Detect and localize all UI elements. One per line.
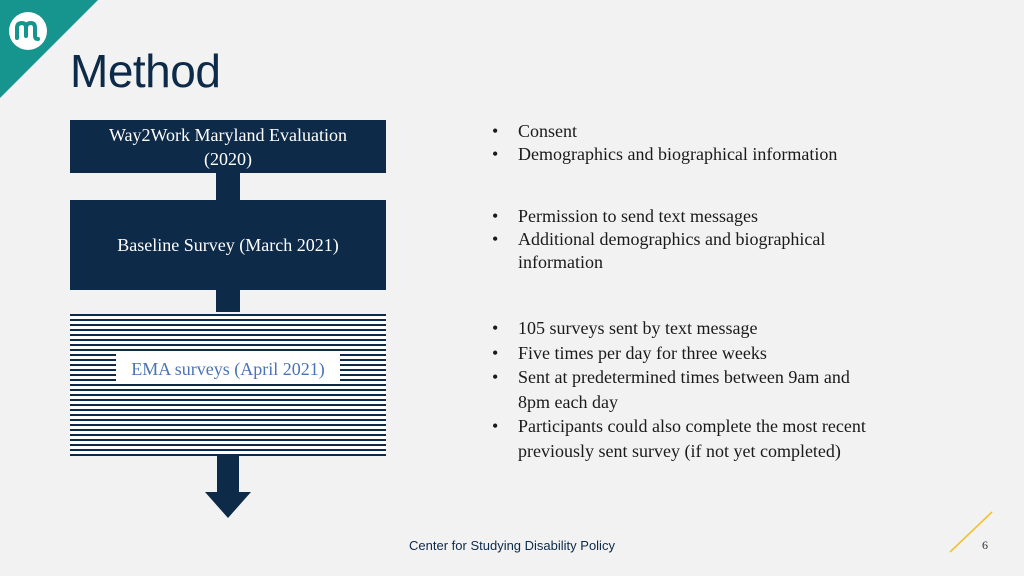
bullet-list-consent: [490, 120, 910, 166]
down-arrow-icon: [205, 456, 251, 518]
bullet-list-baseline: [490, 205, 870, 274]
page-number: 6: [982, 538, 988, 552]
ema-surveys-box: [70, 314, 386, 456]
list-item: • Consent: [490, 120, 910, 143]
connector-2: [216, 290, 240, 312]
list-item: • Permission to send text messages: [490, 205, 870, 228]
list-item: • Additional demographics and biographical information: [490, 228, 870, 274]
list-item: • 105 surveys sent by text message: [490, 316, 870, 341]
baseline-survey-label: Baseline Survey (March 2021): [117, 234, 339, 255]
baseline-survey-box: [70, 200, 386, 290]
m-logo-icon: [9, 12, 47, 50]
list-item: • Demographics and biographical information: [490, 143, 910, 166]
list-item: • Sent at predetermined times between 9am and 8pm each day: [490, 365, 870, 414]
connector-1: [216, 173, 240, 200]
list-item: • Five times per day for three weeks: [490, 341, 870, 366]
evaluation-box-label: Way2Work Maryland Evaluation (2020): [108, 124, 348, 169]
footer-text: Center for Studying Disability Policy: [409, 538, 615, 553]
ema-surveys-label: EMA surveys (April 2021): [116, 354, 340, 384]
page-title: Method: [70, 45, 221, 97]
bullet-list-ema: [490, 316, 870, 464]
evaluation-box: [70, 120, 386, 173]
list-item: • Participants could also complete the most recent previously sent survey (if not yet completed): [490, 414, 870, 463]
accent-line: [946, 508, 996, 556]
